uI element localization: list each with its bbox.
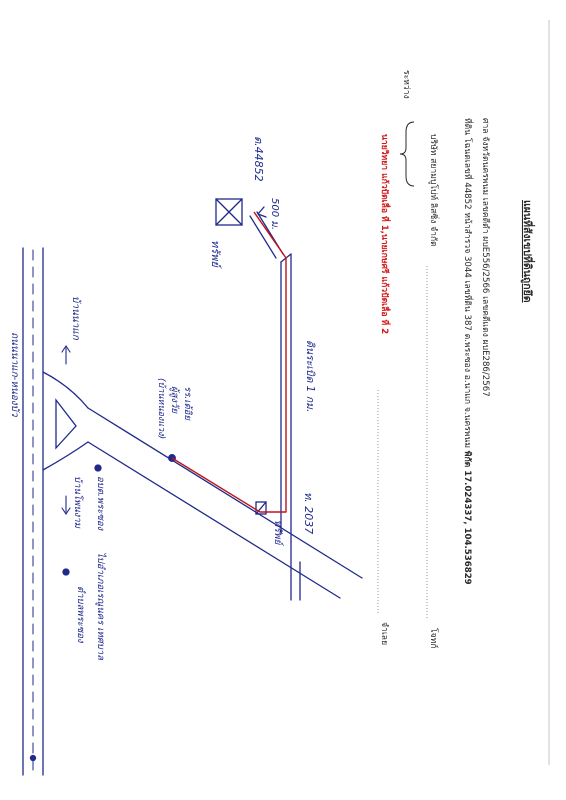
junction-branch-top bbox=[43, 372, 88, 408]
renu-label-2: ตำบลพระซอง bbox=[75, 586, 86, 643]
defendant-role: จำเลย bbox=[379, 622, 389, 646]
school-label: รร.เต้อิย bbox=[182, 386, 193, 420]
phra-song-label: อบต.พระซอง bbox=[95, 476, 106, 531]
case-info-line: ศาล จังหวัดนครพนม เลขคดีดำ ผบE556/2566 เลขคดีแดง ผบE286/2567 bbox=[480, 118, 490, 397]
land-info-text: ที่ดิน โฉนดเลขที่ 44852 หน้าสำรวจ 3044 เลขที่ดิน 387 ต.พระซอง อ.นาแก จ.นครพนม bbox=[462, 118, 472, 449]
junction-tag-label: ทรัพย์ bbox=[272, 520, 283, 545]
road-2037-upper bbox=[88, 408, 362, 578]
defendant-names: นายวิทยา แก้วปัดเลื่อ ที่ 1,นายเกษศรี แก้วปัดเลื่อ ที่ 2 bbox=[379, 134, 389, 335]
plot-tag-label: ทรัพย์ bbox=[209, 240, 222, 267]
junction-island bbox=[56, 400, 76, 448]
map-labels bbox=[9, 136, 316, 661]
phra-song-point bbox=[95, 465, 101, 471]
renu-label: ไปอำเภอเรณูนคร เทศบาล bbox=[95, 552, 106, 660]
arrow-down bbox=[62, 496, 70, 514]
school-label-3: (บ้านหนองแวง) bbox=[156, 378, 166, 440]
land-info-line bbox=[462, 118, 474, 585]
renu-point bbox=[63, 569, 69, 575]
coordinates: พิกัด 17.024337, 104.536829 bbox=[462, 450, 472, 585]
road-2037-label: ท. 2037 bbox=[302, 492, 315, 535]
between-label: ระหว่าง bbox=[401, 70, 411, 99]
document-title: แผนที่สังเขปที่ดินถูกยึด bbox=[521, 200, 533, 303]
route-line bbox=[172, 212, 286, 512]
school-label-2: ผู้สูงวัย bbox=[169, 386, 180, 413]
nakae-dot bbox=[31, 756, 36, 761]
junction-branch-bottom bbox=[43, 442, 88, 470]
arrow-up bbox=[62, 346, 70, 364]
bracket bbox=[400, 122, 414, 186]
plaintiff-role: โจทก์ bbox=[428, 628, 438, 649]
distance-label: 500 ม. bbox=[269, 198, 280, 231]
muang-label: บ้านโพนงาม bbox=[72, 476, 83, 528]
plaintiff-name: บริษัท สยามบูโบ่ท์ ลิสซิ่ง จำกัด bbox=[428, 134, 438, 247]
plot-number-label: ต.44852 bbox=[252, 136, 265, 182]
document-header bbox=[378, 70, 536, 649]
highway-label: ถนนนาแก-หนองบัว bbox=[9, 332, 20, 417]
nakae-label: บ้านนาแก bbox=[70, 296, 81, 340]
side-road-label: ดินระเบิด 1 กม. bbox=[304, 340, 316, 413]
